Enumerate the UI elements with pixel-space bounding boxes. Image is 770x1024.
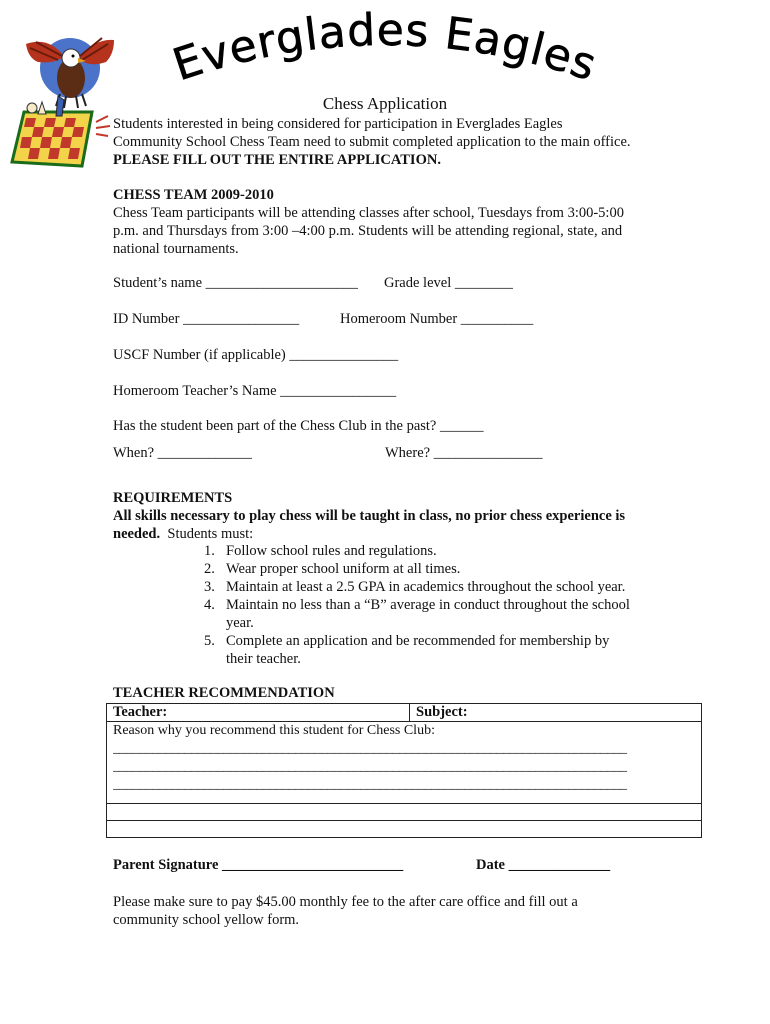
list-number: 4.	[204, 597, 215, 613]
reason-blank-line[interactable]: _______________________________________________________________________________	[113, 759, 627, 774]
intro-paragraph	[113, 115, 673, 169]
homeroom-number-field[interactable]: Homeroom Number __________	[340, 311, 534, 327]
chess-club-past-field[interactable]: Has the student been part of the Chess Club in the past? ______	[113, 418, 484, 434]
list-item	[204, 542, 666, 560]
reason-label: Reason why you recommend this student for Chess Club:	[113, 723, 435, 738]
requirements-line	[113, 525, 673, 543]
list-item	[204, 596, 650, 632]
homeroom-teacher-field[interactable]: Homeroom Teacher’s Name ________________	[113, 383, 397, 399]
chess-team-heading: CHESS TEAM 2009-2010	[113, 187, 274, 203]
school-banner-title	[140, 8, 630, 100]
id-number-field[interactable]: ID Number ________________	[113, 311, 300, 327]
list-number: 5.	[204, 633, 215, 649]
list-number: 3.	[204, 579, 215, 595]
page-title: Chess Application	[322, 94, 448, 113]
fee-note	[113, 893, 673, 929]
blank-row[interactable]	[107, 804, 702, 821]
list-item	[204, 578, 666, 596]
list-text: Wear proper school uniform at all times.	[226, 561, 461, 577]
svg-text:Everglades Eagles: Everglades Eagles	[167, 8, 604, 92]
requirements-heading: REQUIREMENTS	[113, 490, 233, 506]
requirements-line: All skills necessary to play chess will be taught in class, no prior chess experience is	[113, 508, 626, 524]
date-field[interactable]: Date ______________	[476, 857, 611, 873]
student-name-field[interactable]: Student’s name _____________________	[113, 275, 358, 291]
reason-blank-line[interactable]: _______________________________________________________________________________	[113, 741, 627, 756]
teacher-cell[interactable]: Teacher:	[107, 704, 410, 722]
subject-cell[interactable]: Subject:	[410, 704, 702, 722]
requirements-section	[113, 489, 673, 543]
list-text: Complete an application and be recommended for membership by their teacher.	[226, 633, 610, 667]
reason-cell[interactable]	[107, 722, 702, 804]
fee-note-line: community school yellow form.	[113, 912, 300, 928]
teacher-recommendation-heading: TEACHER RECOMMENDATION	[113, 685, 335, 701]
chess-team-line: Chess Team participants will be attending classes after school, Tuesdays from 3:00-5:00	[113, 205, 624, 221]
list-text: Maintain at least a 2.5 GPA in academics throughout the school year.	[226, 579, 626, 595]
intro-line: Community School Chess Team need to submit completed application to the main office.	[113, 134, 631, 150]
requirements-needed: needed.	[113, 526, 161, 542]
when-field[interactable]: When? _____________	[113, 445, 252, 461]
where-field[interactable]: Where? _______________	[385, 445, 543, 461]
list-item	[204, 632, 636, 668]
intro-line: Students interested in being considered for participation in Everglades Eagles	[113, 116, 563, 132]
requirements-students-must: Students must:	[160, 526, 254, 542]
uscf-number-field[interactable]: USCF Number (if applicable) _______________	[113, 347, 399, 363]
list-text: Follow school rules and regulations.	[226, 543, 437, 559]
teacher-recommendation-table	[106, 703, 702, 838]
chess-team-line: p.m. and Thursdays from 3:00 –4:00 p.m. Students will be attending regional, state, and	[113, 223, 623, 239]
reason-blank-line[interactable]: _______________________________________________________________________________	[113, 777, 627, 792]
list-text: Maintain no less than a “B” average in conduct throughout the school year.	[226, 597, 630, 631]
blank-row[interactable]	[107, 821, 702, 838]
intro-instruction: PLEASE FILL OUT THE ENTIRE APPLICATION.	[113, 152, 441, 168]
grade-level-field[interactable]: Grade level ________	[384, 275, 513, 291]
fee-note-line: Please make sure to pay $45.00 monthly fee to the after care office and fill out a	[113, 894, 578, 910]
list-number: 1.	[204, 543, 215, 559]
parent-signature-field[interactable]: Parent Signature _________________________	[113, 857, 404, 873]
chess-team-line: national tournaments.	[113, 241, 239, 257]
list-item	[204, 560, 666, 578]
chess-team-section	[113, 186, 673, 258]
requirements-list	[204, 542, 666, 668]
list-number: 2.	[204, 561, 215, 577]
